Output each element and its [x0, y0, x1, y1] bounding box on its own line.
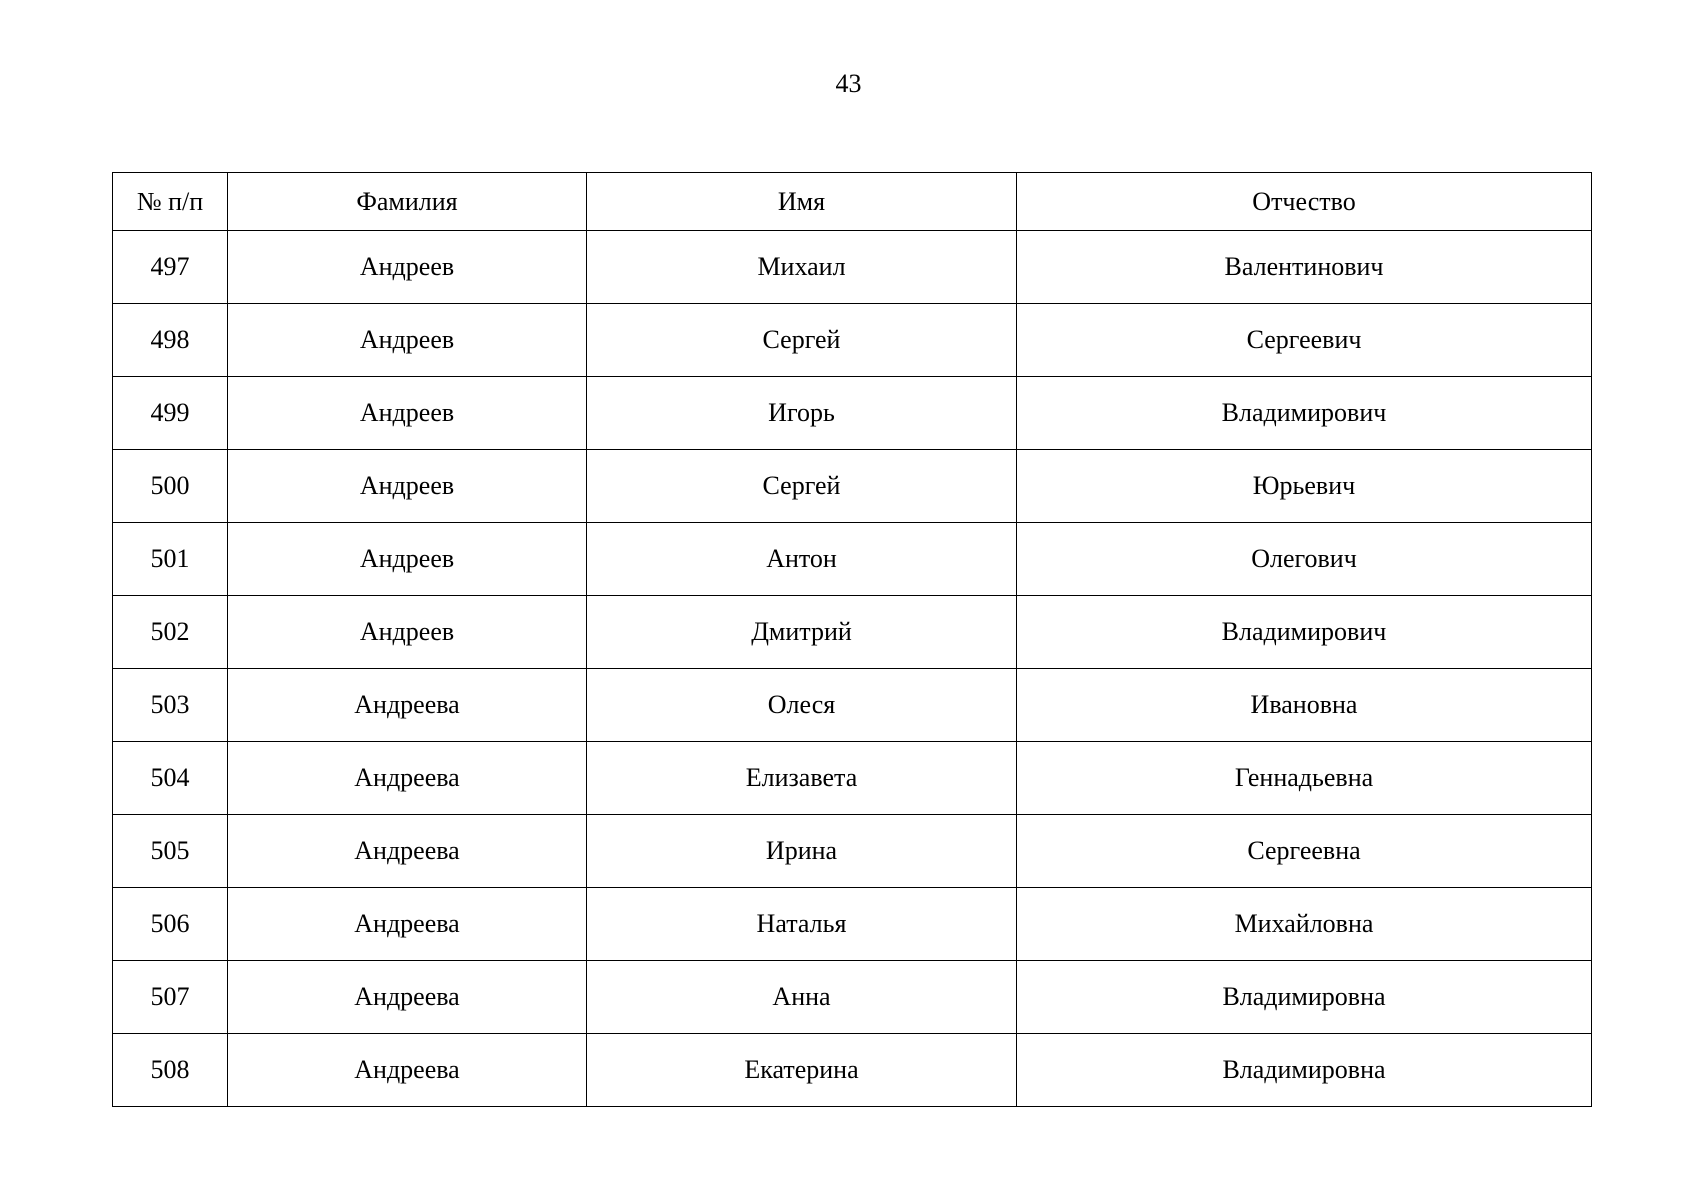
cell-number: 502: [113, 596, 228, 669]
table-row: [113, 742, 1592, 815]
header-row: [113, 173, 1592, 231]
header-patronymic: Отчество: [1017, 173, 1592, 231]
cell-patronymic: Владимирович: [1017, 377, 1592, 450]
cell-patronymic: Юрьевич: [1017, 450, 1592, 523]
table-row: [113, 1034, 1592, 1107]
cell-first-name: Ирина: [587, 815, 1017, 888]
cell-first-name: Наталья: [587, 888, 1017, 961]
cell-last-name: Андреева: [228, 742, 587, 815]
table-row: [113, 304, 1592, 377]
cell-last-name: Андреев: [228, 523, 587, 596]
cell-number: 500: [113, 450, 228, 523]
cell-first-name: Сергей: [587, 304, 1017, 377]
cell-last-name: Андреев: [228, 304, 587, 377]
table-body: [113, 231, 1592, 1107]
cell-last-name: Андреев: [228, 377, 587, 450]
table-row: [113, 596, 1592, 669]
table-row: [113, 377, 1592, 450]
cell-last-name: Андреева: [228, 669, 587, 742]
cell-last-name: Андреев: [228, 596, 587, 669]
cell-number: 498: [113, 304, 228, 377]
table-row: [113, 231, 1592, 304]
cell-first-name: Елизавета: [587, 742, 1017, 815]
cell-patronymic: Геннадьевна: [1017, 742, 1592, 815]
cell-last-name: Андреева: [228, 961, 587, 1034]
cell-patronymic: Сергеевич: [1017, 304, 1592, 377]
cell-number: 501: [113, 523, 228, 596]
cell-patronymic: Владимировна: [1017, 961, 1592, 1034]
cell-patronymic: Ивановна: [1017, 669, 1592, 742]
cell-last-name: Андреев: [228, 450, 587, 523]
table-row: [113, 523, 1592, 596]
cell-patronymic: Владимирович: [1017, 596, 1592, 669]
cell-first-name: Сергей: [587, 450, 1017, 523]
cell-number: 497: [113, 231, 228, 304]
cell-patronymic: Михайловна: [1017, 888, 1592, 961]
cell-number: 508: [113, 1034, 228, 1107]
cell-number: 503: [113, 669, 228, 742]
table-header: [113, 173, 1592, 231]
table-row: [113, 961, 1592, 1034]
cell-first-name: Игорь: [587, 377, 1017, 450]
cell-patronymic: Олегович: [1017, 523, 1592, 596]
cell-patronymic: Владимировна: [1017, 1034, 1592, 1107]
cell-number: 504: [113, 742, 228, 815]
roster-table: [112, 172, 1592, 1107]
table-row: [113, 669, 1592, 742]
header-last-name: Фамилия: [228, 173, 587, 231]
cell-last-name: Андреева: [228, 888, 587, 961]
table-row: [113, 888, 1592, 961]
page-number: 43: [835, 69, 862, 98]
header-first-name: Имя: [587, 173, 1017, 231]
cell-first-name: Дмитрий: [587, 596, 1017, 669]
header-number: № п/п: [113, 173, 228, 231]
cell-patronymic: Сергеевна: [1017, 815, 1592, 888]
table-row: [113, 815, 1592, 888]
cell-number: 506: [113, 888, 228, 961]
cell-last-name: Андреев: [228, 231, 587, 304]
cell-last-name: Андреева: [228, 815, 587, 888]
cell-number: 499: [113, 377, 228, 450]
table-row: [113, 450, 1592, 523]
cell-first-name: Михаил: [587, 231, 1017, 304]
cell-number: 507: [113, 961, 228, 1034]
cell-first-name: Антон: [587, 523, 1017, 596]
cell-last-name: Андреева: [228, 1034, 587, 1107]
cell-number: 505: [113, 815, 228, 888]
cell-first-name: Олеся: [587, 669, 1017, 742]
cell-patronymic: Валентинович: [1017, 231, 1592, 304]
cell-first-name: Анна: [587, 961, 1017, 1034]
cell-first-name: Екатерина: [587, 1034, 1017, 1107]
